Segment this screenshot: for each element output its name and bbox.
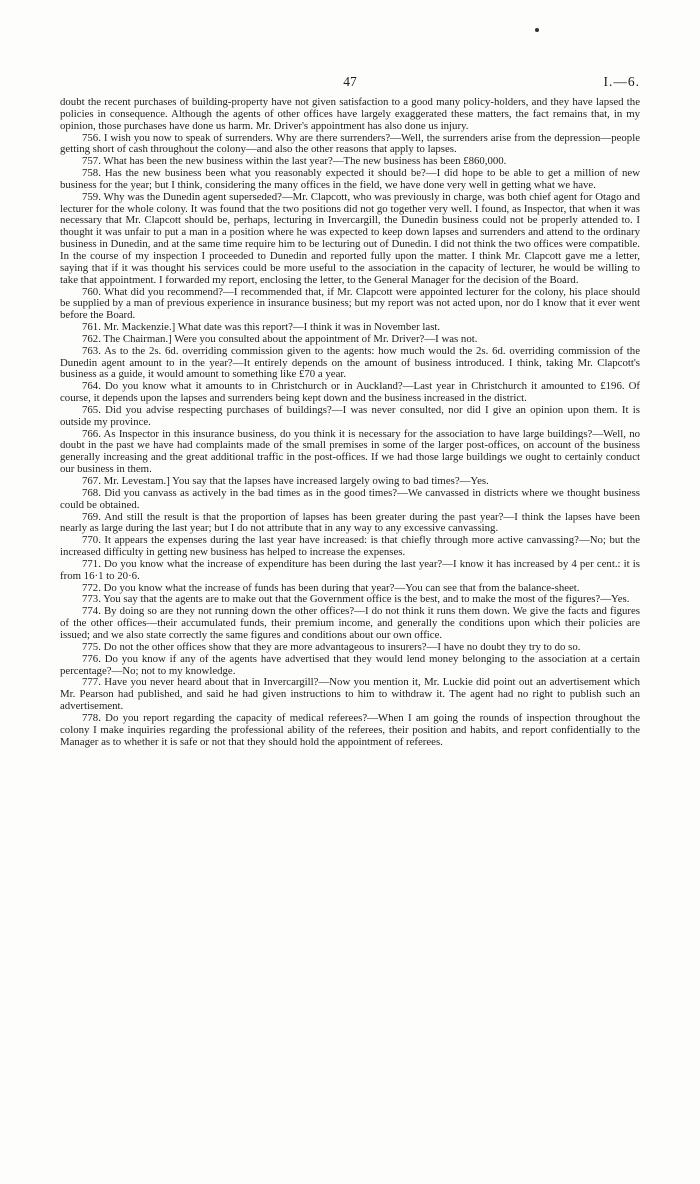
page-reference: I.—6. [603, 74, 640, 89]
paragraph: 770. It appears the expenses during the last year have increased: is that chiefly through more active canvassing?—No; but the increased difficulty in getting new business has helped to increase the expenses. [60, 534, 640, 559]
paragraph: 762. The Chairman.] Were you consulted about the appointment of Mr. Driver?—I was not. [82, 332, 478, 345]
paragraph: 771. Do you know what the increase of expenditure has been during the last year?—I know it has increased by 4 per cent.: it is from 16·1 to 20·6. [60, 557, 640, 582]
paragraph: 775. Do not the other offices show that they are more advantageous to insurers?—I have no doubt they try to do so. [82, 640, 581, 653]
ink-dot [535, 28, 539, 32]
paragraph: 757. What has been the new business within the last year?—The new business has been £860,000. [82, 155, 507, 168]
paragraph: 769. And still the result is that the proportion of lapses has been greater during the past year?—I think the lapses have been nearly as large during the last year; but I do not attribute that in any way to any excessive canvassing. [60, 510, 640, 535]
paragraph: 778. Do you report regarding the capacity of medical referees?—When I am going the rounds of inspection throughout the colony I make inquiries regarding the professional ability of the referees, their position and habits, and report confidentially to the Manager as to whether it is safe or not that they should hold the appointment of referees. [60, 711, 640, 748]
paragraph: 768. Did you canvass as actively in the bad times as in the good times?—We canvassed in districts where we thought business could be obtained. [60, 486, 640, 511]
paragraph: 774. By doing so are they not running down the other offices?—I do not think it runs them down. We give the facts and figures of the other offices—their accumulated funds, their premium income, and generally the conditions upon which their policies are issued; and we also state correctly the same figures and conditions about our own office. [60, 605, 640, 641]
paragraph: 773. You say that the agents are to make out that the Government office is the best, and to make the most of the figures?—Yes. [82, 593, 630, 606]
document-body [60, 97, 640, 748]
paragraph: 759. Why was the Dunedin agent superseded?—Mr. Clapcott, who was previously in charge, was both chief agent for Otago and lecturer for the whole colony. It was found that the two positions did not go together very well. I found, as Inspector, that when it was necessary that Mr. Clapcott should be, perhaps, lecturing in Invercargill, the Dunedin business could not be properly attended to. I thought it was unfair to put a man in a position where he was expected to keep down lapses and surrenders and attend to the ordinary business in Dunedin, and at the same time require him to be lecturing out of Dunedin. I did not think the two offices were compatible. In the course of my inspection I proceeded to Dunedin and reported fully upon the matter. I think Mr. Clapcott gave me a letter, saying that if it was thought his services could be more useful to the association in the capacity of lecturer, he would be willing to take that appointment. I forwarded my report, enclosing the letter, to the General Manager for the decision of the Board. [60, 190, 640, 286]
paragraph: 758. Has the new business been what you reasonably expected it should be?—I did hope to be able to get a million of new business for the year; but I think, considering the many offices in the field, we have done very well in getting what we have. [60, 167, 640, 191]
paragraph: 760. What did you recommend?—I recommended that, if Mr. Clapcott were appointed lecturer for the colony, his place should be supplied by a man of previous experience in insurance business; but my report was not acted upon, nor do I know that it ever went before the Board. [60, 285, 640, 322]
paragraph: 766. As Inspector in this insurance business, do you think it is necessary for the association to have large buildings?—Well, no doubt in the past we have had complaints made of the small premises in some of the larger post-offices, on account of the business generally increasing and the great additional traffic in the post-offices. If we had those large buildings we ought to certainly conduct our business in them. [60, 427, 640, 476]
page-header [60, 74, 640, 92]
paragraph: 756. I wish you now to speak of surrenders. Why are there surrenders?—Well, the surrenders arise from the depression—people getting short of cash throughout the colony—and also the other reasons that apply to lapses. [60, 131, 640, 156]
paragraph: 761. Mr. Mackenzie.] What date was this report?—I think it was in November last. [82, 321, 441, 334]
page-number: 47 [343, 74, 357, 89]
paragraph: 767. Mr. Levestam.] You say that the lapses have increased largely owing to bad times?—Yes. [82, 475, 489, 487]
paragraph: 777. Have you never heard about that in Invercargill?—Now you mention it, Mr. Luckie did point out an advertisement which Mr. Pearson had published, and said he had given instructions to him to withdraw it. The agent had no right to publish such an advertisement. [60, 676, 640, 713]
paragraph: 772. Do you know what the increase of funds has been during that year?—You can see that from the balance-sheet. [82, 581, 580, 594]
paragraph: 776. Do you know if any of the agents have advertised that they would lend money belonging to the association at a certain percentage?—No; not to my knowledge. [60, 652, 640, 677]
paragraph: 763. As to the 2s. 6d. overriding commission given to the agents: how much would the 2s. 6d. overriding commission of the Dunedin agent amount to in the year?—It entirely depends on the amount of business introduced. I think, taking Mr. Clapcott's business as a guide, it would amount to something like £70 a year. [60, 344, 640, 381]
paragraph: doubt the recent purchases of building-property have not given satisfaction to a good many policy-holders, and they have lapsed the policies in consequence. Although the agents of other offices have largely exaggerated these matters, the fact remains that, in my opinion, those purchases have done us harm. Mr. Driver's appointment has also done us injury. [60, 96, 640, 132]
paragraph: 764. Do you know what it amounts to in Christchurch or in Auckland?—Last year in Christchurch it amounted to £196. Of course, it depends upon the lapses and surrenders being kept down and the business increased in the district. [60, 380, 640, 405]
paragraph: 765. Did you advise respecting purchases of buildings?—I was never consulted, nor did I give an opinion upon them. It is outside my province. [60, 403, 640, 428]
